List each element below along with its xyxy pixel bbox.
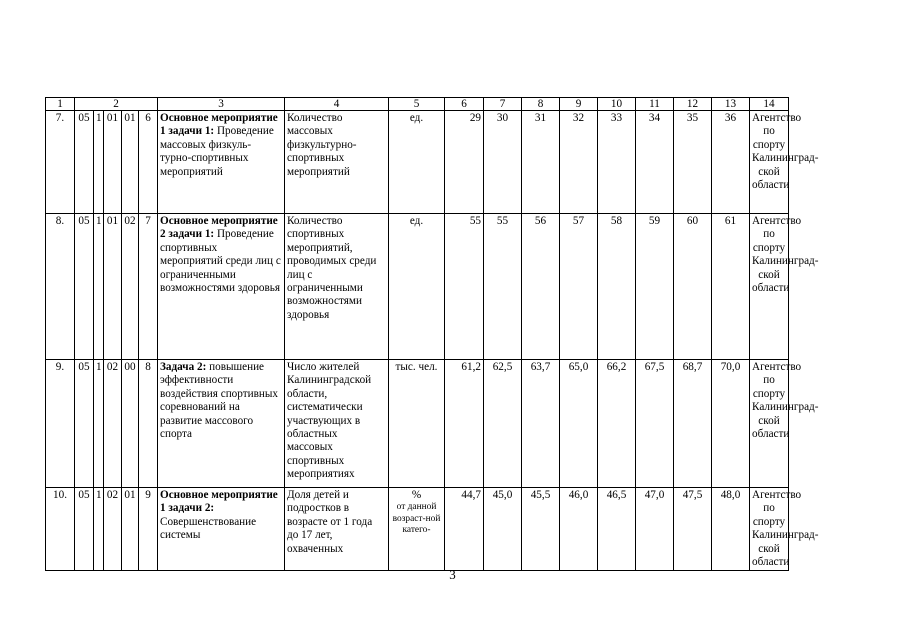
measure-cell [158,488,285,571]
measure-description: повышение эффективности воздействия спортивных соревнований на развитие массового спорта [160,361,278,441]
unit-main: % [411,489,422,501]
row-number: 8. [46,214,75,360]
executor-cell: Агентство по спорту Калининград-ской области [750,214,789,360]
code-cell: 00 [122,360,139,488]
measure-title: Основное мероприятие 2 задачи 1: [160,215,278,241]
page-number: 3 [449,567,456,582]
header-col-8: 8 [522,98,560,111]
indicator-cell: Количество массовых физкультурно-спортивных мероприятий [285,111,389,214]
code-cell: 05 [75,214,94,360]
header-col-11: 11 [636,98,674,111]
value-cell: 57 [560,214,598,360]
code-cell: 1 [94,360,104,488]
value-cell: 63,7 [522,360,560,488]
value-cell: 46,0 [560,488,598,571]
value-cell: 61 [712,214,750,360]
header-col-5: 5 [389,98,445,111]
measure-description: Совершенствование системы [160,515,257,542]
unit-sub: от данной возраст-ной катего- [392,502,441,536]
value-cell: 45,5 [522,488,560,571]
value-cell: 45,0 [484,488,522,571]
value-cell: 65,0 [560,360,598,488]
value-cell: 58 [598,214,636,360]
table-row [46,214,884,360]
measure-title: Основное мероприятие 1 задачи 2: [160,489,278,515]
code-cell: 01 [104,111,122,214]
indicator-cell: Число жителей Калининградской области, систематически участвующих в областных массовых спортивных мероприятиях [285,360,389,488]
header-col-13: 13 [712,98,750,111]
code-cell: 6 [139,111,158,214]
executor-cell: Агентство по спорту Калининград-ской области [750,360,789,488]
code-cell: 8 [139,360,158,488]
header-col-4: 4 [285,98,389,111]
measure-title: Задача 2: [160,361,207,373]
code-cell: 05 [75,360,94,488]
value-cell: 55 [484,214,522,360]
header-col-9: 9 [560,98,598,111]
code-cell: 9 [139,488,158,571]
value-cell: 47,0 [636,488,674,571]
code-cell: 1 [94,488,104,571]
measure-description: Проведение массовых физкуль-турно-спортивных мероприятий [160,125,274,178]
value-cell: 31 [522,111,560,214]
value-cell: 34 [636,111,674,214]
value-cell: 62,5 [484,360,522,488]
value-cell: 70,0 [712,360,750,488]
value-cell: 66,2 [598,360,636,488]
measure-cell [158,214,285,360]
value-cell: 36 [712,111,750,214]
value-cell: 56 [522,214,560,360]
measure-cell [158,111,285,214]
code-cell: 01 [104,214,122,360]
value-cell: 46,5 [598,488,636,571]
row-number: 7. [46,111,75,214]
header-col-10: 10 [598,98,636,111]
table-row [46,488,884,571]
code-cell: 1 [94,111,104,214]
code-cell: 7 [139,214,158,360]
header-col-3: 3 [158,98,285,111]
value-cell: 33 [598,111,636,214]
value-cell: 55 [445,214,484,360]
measure-cell [158,360,285,488]
value-cell: 59 [636,214,674,360]
code-cell: 02 [104,360,122,488]
value-cell: 60 [674,214,712,360]
measure-description: Проведение спортивных мероприятий среди лиц с ограниченными возможностями здоровья [160,228,281,295]
value-cell: 29 [445,111,484,214]
value-cell: 48,0 [712,488,750,571]
code-cell: 02 [104,488,122,571]
executor-cell: Агентство по спорту Калининград-ской области [750,111,789,214]
code-cell: 01 [122,488,139,571]
value-cell: 67,5 [636,360,674,488]
value-cell: 30 [484,111,522,214]
unit-cell: ед. [389,214,445,360]
value-cell: 68,7 [674,360,712,488]
header-col-7: 7 [484,98,522,111]
code-cell: 05 [75,488,94,571]
row-number: 10. [46,488,75,571]
header-col-14: 14 [750,98,789,111]
code-cell: 1 [94,214,104,360]
program-indicators-table [45,97,884,571]
measure-title: Основное мероприятие 1 задачи 1: [160,112,278,138]
unit-cell [389,488,445,571]
value-cell: 32 [560,111,598,214]
value-cell: 44,7 [445,488,484,571]
code-cell: 02 [122,214,139,360]
header-col-1: 1 [46,98,75,111]
header-col-2: 2 [75,98,158,111]
value-cell: 35 [674,111,712,214]
code-cell: 01 [122,111,139,214]
indicator-cell: Доля детей и подростков в возрасте от 1 года до 17 лет, охваченных [285,488,389,571]
table-row [46,360,884,488]
unit-cell: ед. [389,111,445,214]
header-col-6: 6 [445,98,484,111]
unit-cell: тыс. чел. [389,360,445,488]
executor-cell: Агентство по спорту Калининград-ской области [750,488,789,571]
code-cell: 05 [75,111,94,214]
value-cell: 47,5 [674,488,712,571]
header-row [46,98,884,111]
indicator-cell: Количество спортивных мероприятий, проводимых среди лиц с ограниченными возможностями здоровья [285,214,389,360]
row-number: 9. [46,360,75,488]
value-cell: 61,2 [445,360,484,488]
table-row [46,111,884,214]
header-col-12: 12 [674,98,712,111]
